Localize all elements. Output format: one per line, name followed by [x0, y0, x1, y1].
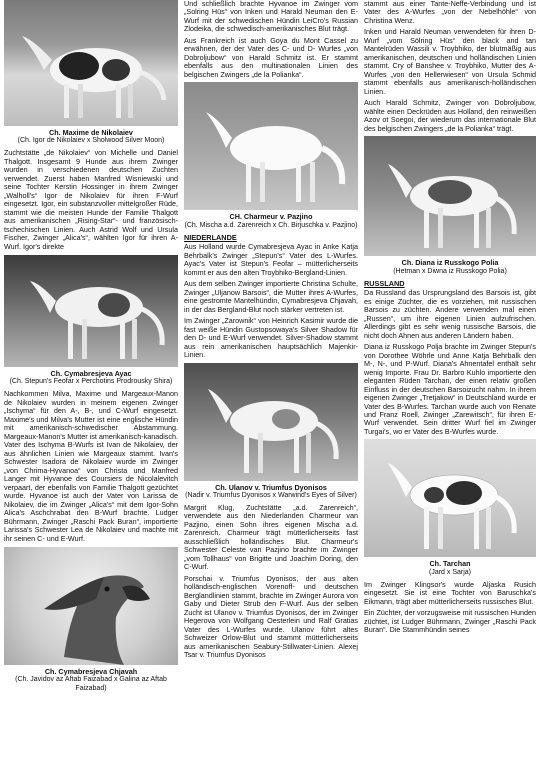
article-paragraph: Da Russland das Ursprungsland des Barsois ist, gibt es einige Züchter, die es vorziehen, mit russischen Barsois zu züchten. Andere verwenden mal einen „Russen“, um ihre eigenen Linien aufzufrischen. Allerdings gibt es sehr wenig russische Barsois, die nicht doch Ahnen aus anderen Ländern haben.: [364, 288, 536, 340]
borzoi-silhouette-icon: [364, 136, 536, 256]
photo-ulanov: [184, 363, 358, 481]
photo-tarchan: [364, 439, 536, 557]
column-middle: [184, 0, 358, 663]
caption-pedigree: (Ch. Igor de Nikolaiev x Sholwood Silver Moon): [17, 137, 165, 145]
article-paragraph: Aus Frankreich ist auch Goya du Mont Cassel zu erwähnen, der der Vater des C- und D- Wurfes „von Dobroljubow“ von Harald Schmitz ist. Er stammt ebenfalls aus den multinationalen Linien des belgischen Zwingers „de la Polianka“.: [184, 35, 358, 79]
section-heading-russland: RUSSLAND: [364, 278, 405, 288]
article-paragraph: stammt aus einer Tante-Neffe-Verbindung und ist Vater des A-Wurfes „von der Nebelhöhle“ von Christina Wenz.: [364, 0, 536, 25]
borzoi-silhouette-icon: [364, 439, 536, 557]
article-paragraph: Auch Harald Schmitz, Zwinger von Dobroljubow, wählte einen Deckrüden aus Holland, den reinweißen Azov ot Soegoi, der wiederum das internationale Blut des belgischen Zwingers „de la Polianka“ trägt.: [364, 98, 536, 133]
photo-charmeur: [184, 82, 358, 210]
article-paragraph: Im Zwinger Klingsor's wurde Aljaska Rusich eingesetzt. Sie ist eine Tochter von Baruschka's Eikmann, trägt aber mütterlicherseits russisches Blut.: [364, 579, 536, 606]
article-paragraph: Nachkommen Milva, Maxime und Margeaux-Manon de Nikolaiev wurden in meinem eigenen Zwinger „Ischyma“ für den A-, B-, und C-Wurf eingesetzt. Maxime's und Milva's Mutter ist eine englische Hündin mit amerikanisch-schwedischer Abstammung. Margeaux-Manon's Mutter ist amerikanisch-kanadisch. Vater des Ischyma B-Wurfs ist Ivan de Nikolaiev, der aus ähnlichen Linien wie Margeaux stammt. Ivan's Schwester Isadora de Nikolaiev wurde im Zwinger „von Chrima-Hyvanoa“ von Christa und Manfred Langer mit Hyvanoe des Coursiers de Nicolalevitch verpaart, der ebenfalls von Familie Thalgott gezüchtet wurde. Hyvanoe ist auch der Vater von Larissa de Nikolaiev, die im Zwinger „Alica's“ mit dem Igor-Sohn Alica's Aschchrabat den B-Wurf brachte. Ludger Bührmann, Zwinger „Raschi Pack Buran“, importierte Larissa's Schwester Lea de Nikolaiev und machte mit ihr seinen C- und E-Wurf.: [4, 389, 178, 543]
article-paragraph: Ein Züchter, der vorzugsweise mit russischen Hunden züchtet, ist Ludger Bührmann, Zwinger „Raschi Pack Buran“. Die Stammhündin seines: [364, 608, 536, 635]
article-paragraph: Zuchtstätte „de Nikolaiev“ von Michelle und Daniel Thalgott. Insgesamt 9 Hunde aus ihrem Zwinger wurden in verschiedenen deutschen Zuchten verwendet. Zuerst haben Manfred Wisniewski und seine Tochter Kerstin Hossinger in ihrem Zwinger „Walholl's“ Igor de Nikolaiev für ihren F-Wurf eingesetzt. Igor, ein substanzvoller mittelgroßer Rüde, stammt wie die meisten Hunde der Familie Thalgott aus amerikanischen „Rising-Star“- und französisch-tschechischen Linien. Auch Astrid Wolf und Ursula Fischer, Zwinger „Alica's“, wählten Igor für ihren A-Wurf. Igor's direkte: [4, 148, 178, 251]
photo-charmeur-caption: [184, 213, 358, 229]
photo-ulanov-caption: [184, 484, 358, 500]
section-heading-niederlande: NIEDERLANDE: [184, 232, 237, 242]
caption-pedigree: (Hetman x Diwna iz Russkogo Polia): [393, 267, 507, 275]
caption-title: Ch. Diana iz Russkogo Polia: [401, 258, 499, 268]
photo-diana: [364, 136, 536, 256]
article-paragraph: Inken und Harald Neuman verwendeten für ihren D-Wurf „vom Sölring Hüs“ den black and tan Mantelrüden Wassili v. Troybhiko, der blutmäßig aus amerikanischen, deutschen und holländischen Linien stammt. Cry of Banshee v. Troybhiko, Mutter des A-Wurfes „von den Hellerwiesen“ von Ursula Schmid stammt ebenfalls aus amerikanisch-holländischen Linien.: [364, 27, 536, 96]
caption-title: Ch. Ulanov v. Triumfus Dyonisos: [215, 482, 327, 492]
caption-title: Ch. Cymabresjeva Ayac: [50, 369, 132, 379]
article-paragraph: Und schließlich brachte Hyvanoe im Zwinger vom „Solring Hüs“ von Inken und Harald Neuman den E-Wurf mit der schwedischen Hündin LeiCro's Russian Zlodeika, die schwedisch-amerikanisches Blut trägt.: [184, 0, 358, 34]
caption-pedigree: (Nadir v. Triumfus Dyonisos x Warwind's Eyes of Silver): [185, 491, 357, 499]
caption-title: CH. Charmeur v. Pazjino: [229, 212, 313, 222]
caption-title: Ch. Maxime de Nikolaiev: [49, 128, 133, 137]
article-paragraph: Im Zwinger „Zarownik“ von Heinrich Kasimir wurde die fast weiße Hündin Gustopsowaya's Silver Shadow für den D- und E-Wurf verwendet. Silver-Shadow stammt aus rein amerikanischen hauptsächlich Majenkir-Linien.: [184, 316, 358, 360]
photo-ayac: [4, 255, 178, 367]
photo-chjavah: [4, 547, 178, 665]
caption-pedigree: (Jard x Sarja): [428, 568, 471, 576]
caption-pedigree: (Ch. Javidov az Aftab Faizabad x Galina az Aftab Faizabad): [15, 676, 167, 692]
borzoi-silhouette-icon: [184, 363, 358, 481]
column-left: [4, 0, 178, 697]
caption-title: Ch. Cymabresjeva Chjavah: [44, 667, 138, 677]
article-paragraph: Diana iz Russkogo Polja brachte im Zwinger Stepun's von Dorothee Wöhrle und Anne Katja Behrbalk den M-, N-, und P-Wurf. Diana's Ahnentafel enthält sehr wenig Importe. Frau Dr. Barbro Kuhlo importierte den eleganten Rüden Tarchan, der einen relativ großen Einfluss in der deutschen Barsoizucht nahm. In ihrem eigenen Zwinger „Tretjakow“ in Deutschland wurde er Vater des B-Wurfes. Tarchan wurde auch von Renate und Franz Roell, Zwinger „Zarewitsch“, für ihren E-Wurf verwendet. Sein dritter Wurf fiel im Zwinger Turgai's, wo er Vater des B-Wurfes wurde.: [364, 342, 536, 436]
borzoi-silhouette-icon: [184, 82, 358, 210]
column-right: [364, 0, 536, 638]
photo-maxime-caption: [4, 129, 178, 145]
caption-pedigree: (Ch. Mischa a.d. Zarenreich x Ch. Birjuschka v. Pazjino): [184, 221, 358, 229]
photo-chjavah-caption: [4, 668, 178, 692]
photo-ayac-caption: [4, 370, 178, 386]
photo-tarchan-caption: [364, 560, 536, 576]
borzoi-silhouette-icon: [4, 0, 178, 126]
caption-title: Ch. Tarchan: [429, 559, 471, 569]
borzoi-silhouette-icon: [4, 255, 178, 367]
borzoi-head-icon: [4, 547, 178, 665]
article-paragraph: Aus dem selben Zwinger importierte Christina Schulte, Zwinger „Uljanow Barsois“, die Mutter ihres A-Wurfes, eine gestromte Mantelhündin, Cymabresjeva Chjavah, in der das Bergland-Blut noch stärker vertreten ist.: [184, 279, 358, 314]
caption-pedigree: (Ch. Stepun's Feofar x Perchotins Prodrousky Shira): [9, 378, 173, 386]
article-paragraph: Margrit Klug, Zuchtstätte „a.d. Zarenreich“, verwendete aus den Niederlanden Charmeur van Pazjino, einen Sohn ihres eigenen Mischa a.d. Zarenreich. Charmeur trägt mütterlicherseits fast ausschließlich holländisches Blut. Charmeur's Schwester Celeste van Pazjino brachte im Zwinger „vom Tollhaus“ von Brigitte und Joachim Doring, den C-Wurf.: [184, 502, 358, 572]
article-paragraph: Aus Holland wurde Cymabresjeva Ayac in Anke Katja Behrbalk's Zwinger „Stepun's“ Vater des L-Wurfes. Ayac's Vater ist Stepun's Feofar – mütterlicherseits kommt er aus den alten Troybhiko-Bergland-Linien.: [184, 242, 358, 277]
photo-maxime: [4, 0, 178, 126]
photo-diana-caption: [364, 259, 536, 275]
article-paragraph: Porschai v. Triumfus Dyonisos, der aus alten holländisch-englischen Vorenoff- und deutschen Berglandlinien stammt, brachte im Zwinger Aurora von Gaby und Dieter Strub den F-Wurf. Aus der selben Zucht ist Ulanov v. Triumfus Dyonisos, der im Zwinger Hegerova von Wolfgang Oesterlein und Ralf Gratias Vater des L-Wurfes wurde. Ulanov führt altes Schweizer Orlow-Blut und stammt mütterlicherseits aus amerikanischen Seabury-Stillwater-Linien. Alexej Tsar v. Triumfus Dyonisos: [184, 573, 358, 660]
